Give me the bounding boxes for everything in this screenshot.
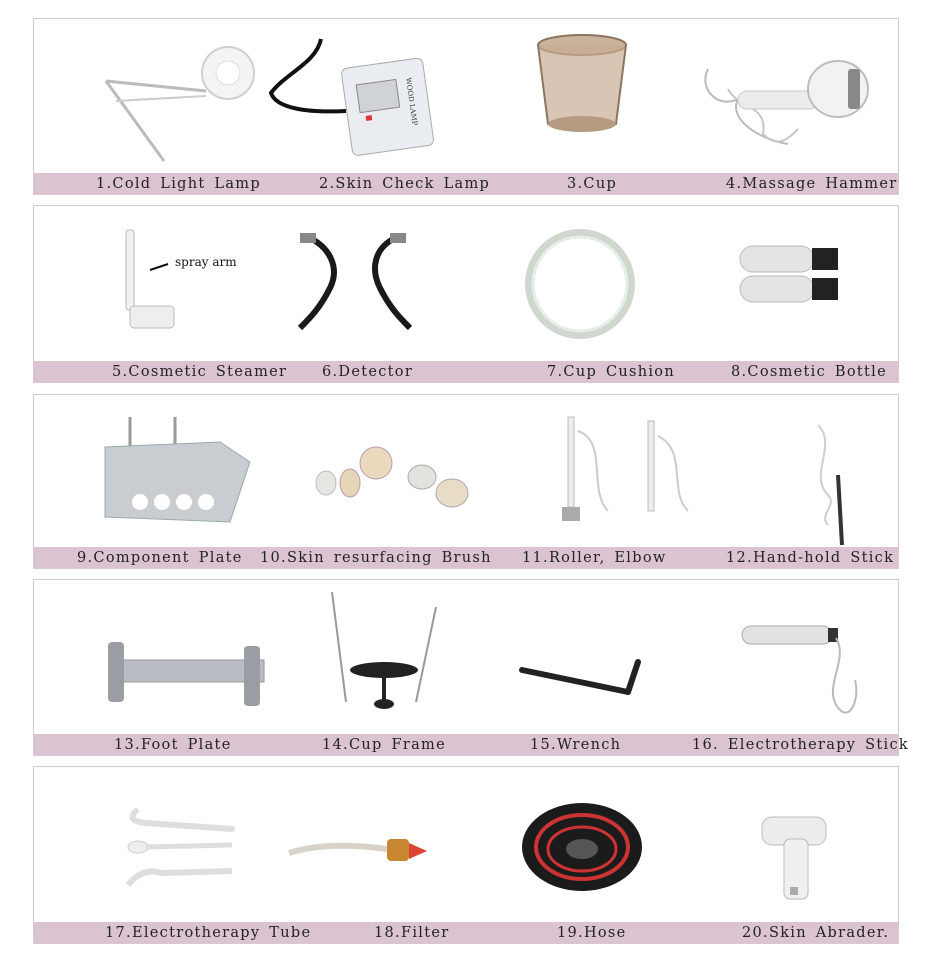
item-label: 14.Cup Frame [322, 737, 446, 753]
item-label: 11.Roller, Elbow [522, 550, 667, 566]
wood-lamp-text: WOOD LAMP [404, 77, 419, 126]
item-label: 5.Cosmetic Steamer [112, 364, 288, 380]
item-label: 12.Hand-hold Stick [726, 550, 895, 566]
foot-plate-icon [104, 640, 274, 714]
item-label: 9.Component Plate [77, 550, 243, 566]
item-label: 1.Cold Light Lamp [96, 176, 261, 192]
panel-row-1 [33, 18, 899, 195]
item-label: 7.Cup Cushion [547, 364, 675, 380]
label-band-row-1 [34, 173, 898, 194]
brush-icon [306, 443, 476, 517]
item-label: 20.Skin Abrader. [742, 925, 890, 941]
cup-icon [532, 29, 642, 143]
item-label: 18.Filter [374, 925, 450, 941]
electrotherapy-stick-icon [740, 620, 870, 734]
abrader-icon [758, 811, 838, 915]
tube-icon [122, 807, 252, 911]
label-band-row-4 [34, 734, 909, 755]
detector-icon [290, 228, 430, 342]
stick-icon [798, 415, 858, 549]
item-label: 16. Electrotherapy Stick [692, 737, 909, 753]
bottle-icon [740, 244, 850, 318]
panel-row-2 [33, 205, 899, 383]
panel-row-3 [33, 394, 899, 569]
cup-cushion-icon [522, 226, 638, 346]
item-label: 2.Skin Check Lamp [319, 176, 491, 192]
label-band-row-3 [34, 547, 898, 568]
filter-icon [287, 831, 437, 875]
item-label: 13.Foot Plate [114, 737, 232, 753]
wood-lamp-icon [266, 33, 436, 147]
item-label: 10.Skin resurfacing Brush [260, 550, 492, 566]
roller-icon [548, 411, 698, 545]
label-band-row-5 [34, 922, 898, 943]
item-label: 15.Wrench [530, 737, 622, 753]
item-label: 6.Detector [322, 364, 414, 380]
steamer-arm-icon [122, 230, 192, 344]
massage-hammer-icon [698, 49, 878, 163]
spray-arm-label: spray arm [175, 255, 237, 269]
item-label: 4.Massage Hammer [726, 176, 898, 192]
item-label: 19.Hose [557, 925, 627, 941]
cup-frame-icon [326, 592, 446, 726]
panel-row-4 [33, 579, 909, 756]
panel-row-5 [33, 766, 899, 944]
hose-icon [518, 797, 648, 901]
wrench-icon [518, 656, 648, 710]
label-band-row-2 [34, 361, 898, 382]
item-label: 8.Cosmetic Bottle [731, 364, 887, 380]
item-label: 17.Electrotherapy Tube [105, 925, 312, 941]
component-plate-icon [100, 417, 260, 531]
item-label: 3.Cup [567, 176, 618, 192]
lamp-icon [96, 41, 246, 175]
